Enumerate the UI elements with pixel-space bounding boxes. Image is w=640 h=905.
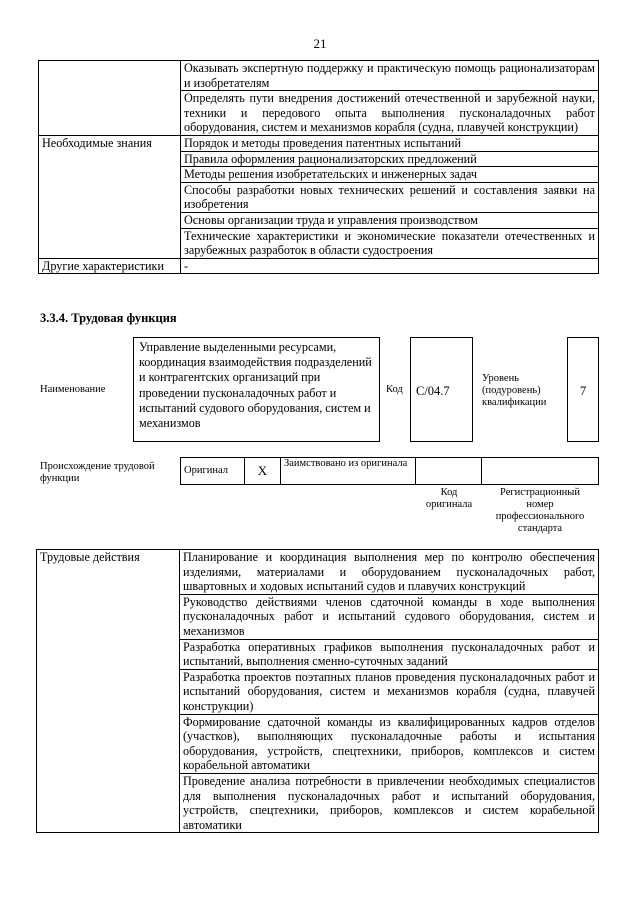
code-value: C/04.7 bbox=[416, 384, 450, 398]
knowledge-item: Методы решения изобретательских и инженерных задач bbox=[181, 167, 599, 183]
level-box bbox=[567, 337, 599, 442]
row-label-actions: Трудовые действия bbox=[37, 550, 180, 833]
skills-knowledge-table bbox=[38, 60, 599, 274]
function-name-box bbox=[133, 337, 380, 442]
action-item: Проведение анализа потребности в привлечении необходимых специалистов для выполнения пусконаладочных работ и испытаний оборудования, устройств, спецтехники, приборов, комплексов и систем корабельной автоматики bbox=[180, 773, 599, 832]
code-label: Код bbox=[386, 384, 403, 395]
function-name: Управление выделенными ресурсами, координация взаимодействия подразделений и контрагентских организаций при проведении пусконаладочных работ и испытаний судового оборудования, систем и механизмов bbox=[139, 340, 372, 431]
knowledge-item: Технические характеристики и экономические показатели отечественных и зарубежных разработок в области судостроения bbox=[181, 228, 599, 258]
row-label-empty bbox=[39, 61, 181, 136]
action-item: Руководство действиями членов сдаточной команды в ходе выполнения пусконаладочных работ и испытаний судового оборудования, систем и механизмов bbox=[180, 594, 599, 639]
action-item: Планирование и координация выполнения мер по контролю обеспечения изделиями, материалами и оборудованием пусконаладочных работ, швартовных и ходовых испытаний судов и плавучих конструкций bbox=[180, 550, 599, 595]
skill-item: Определять пути внедрения достижений отечественной и зарубежной науки, техники и передового опыта выполнения пусконаладочных работ оборудования, систем и механизмов корабля (судна, плавучей конструкции) bbox=[181, 91, 599, 136]
level-value: 7 bbox=[580, 384, 587, 398]
origin-table bbox=[180, 457, 599, 485]
original-label: Оригинал bbox=[181, 458, 245, 485]
action-item: Разработка оперативных графиков выполнения пусконаладочных работ и испытаний, выполнения сменно-суточных заданий bbox=[180, 639, 599, 669]
page-number: 21 bbox=[313, 36, 327, 51]
code-original-caption: Код оригинала bbox=[425, 487, 473, 510]
knowledge-item: Способы разработки новых технических решений и составления заявки на изобретения bbox=[181, 182, 599, 212]
reg-number-caption: Регистрационный номер профессионального стандарта bbox=[495, 487, 585, 534]
skill-item: Оказывать экспертную поддержку и практическую помощь рационализаторам и изобретателям bbox=[181, 61, 599, 91]
row-label-other: Другие характеристики bbox=[39, 258, 181, 274]
code-original-cell bbox=[416, 458, 482, 485]
section-heading: 3.3.4. Трудовая функция bbox=[40, 311, 177, 325]
action-item: Формирование сдаточной команды из квалифицированных кадров отделов (участков), выполняющих пусконаладочные работы и испытания оборудования, устройств, спецтехники, приборов, комплексов и систем корабельной автоматики bbox=[180, 714, 599, 773]
knowledge-item: Правила оформления рационализаторских предложений bbox=[181, 151, 599, 167]
row-label-knowledge: Необходимые знания bbox=[39, 135, 181, 258]
action-item: Разработка проектов поэтапных планов проведения пусконаладочных работ и испытаний оборудования, систем и механизмов корабля (судна, плавучей конструкции) bbox=[180, 669, 599, 714]
other-item: - bbox=[181, 258, 599, 274]
level-label: Уровень (подуровень) квалификации bbox=[482, 373, 547, 408]
origin-label: Происхождение трудовой функции bbox=[40, 461, 155, 484]
borrowed-label: Заимствовано из оригинала bbox=[281, 458, 416, 485]
name-label: Наименование bbox=[40, 384, 106, 395]
knowledge-item: Основы организации труда и управления производством bbox=[181, 212, 599, 228]
code-box bbox=[410, 337, 473, 442]
knowledge-item: Порядок и методы проведения патентных испытаний bbox=[181, 135, 599, 151]
reg-number-cell bbox=[482, 458, 599, 485]
labor-actions-table bbox=[36, 549, 599, 833]
original-mark: X bbox=[245, 458, 281, 485]
